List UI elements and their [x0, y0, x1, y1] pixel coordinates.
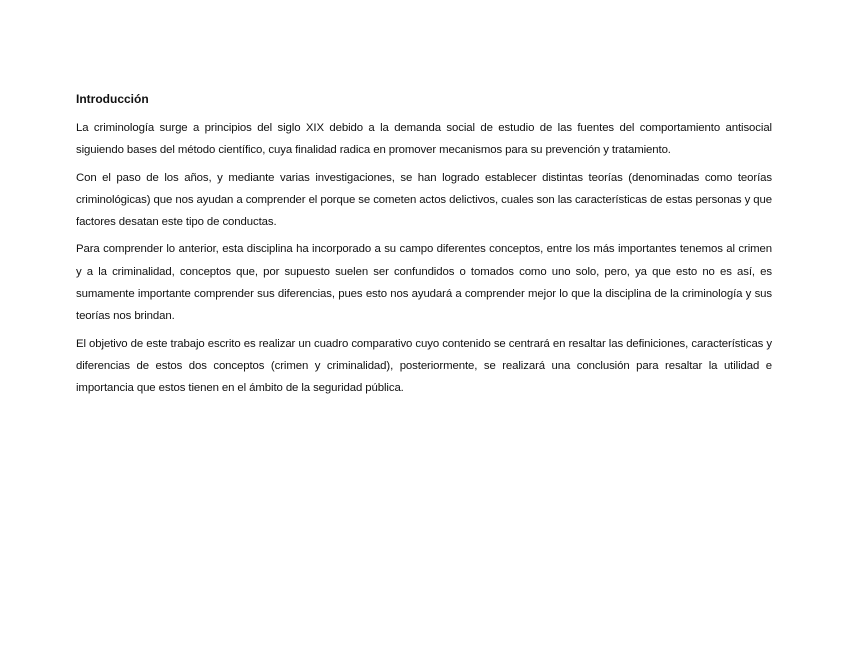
section-heading: Introducción: [76, 92, 149, 106]
paragraph-1: La criminología surge a principios del siglo XIX debido a la demanda social de estudio de las fuentes del comportamiento antisocial siguiendo bases del método científico, cuya finalidad radica en promover mecanismos para su prevención y tratamiento.: [76, 122, 772, 157]
document-body: [76, 90, 772, 405]
paragraph-3: Para comprender lo anterior, esta disciplina ha incorporado a su campo diferentes conceptos, entre los más importantes tenemos al crimen y a la criminalidad, conceptos que, por supuesto suelen ser confundidos o tomados como uno solo, pero, ya que esto no es así, es sumamente importante comprender sus diferencias, pues esto nos ayudará a comprender mejor lo que la disciplina de la criminología y sus teorías nos brindan.: [76, 243, 772, 323]
paragraph-2: Con el paso de los años, y mediante varias investigaciones, se han logrado establecer distintas teorías (denominadas como teorías criminológicas) que nos ayudan a comprender el porque se cometen actos delictivos, cuales son las características de estas personas y que factores desatan este tipo de conductas.: [76, 171, 772, 229]
paragraph-4: El objetivo de este trabajo escrito es realizar un cuadro comparativo cuyo contenido se centrará en resaltar las definiciones, características y diferencias de estos dos conceptos (crimen y criminalidad), posteriormente, se realizará una conclusión para resaltar la utilidad e importancia que estos tienen en el ámbito de la seguridad pública.: [76, 337, 772, 395]
